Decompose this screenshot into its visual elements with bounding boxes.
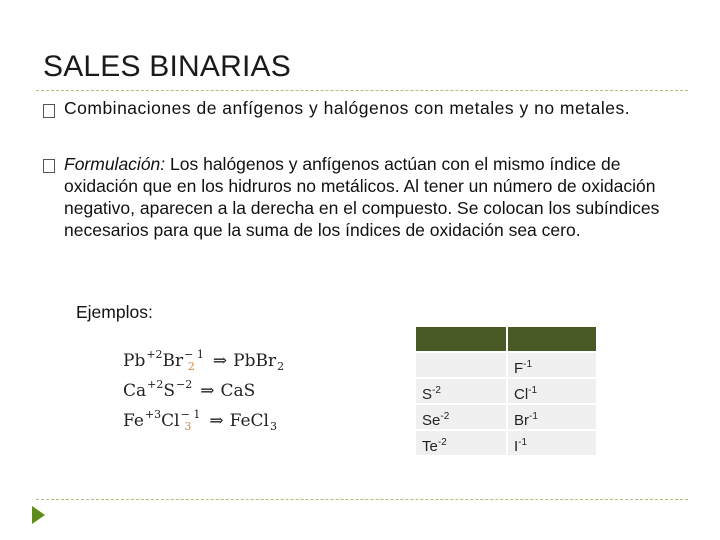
- formulacion-label: Formulación:: [64, 154, 166, 174]
- table-cell: $Br^{-1}$: [508, 405, 598, 431]
- table-row: [416, 405, 598, 431]
- cation: Fe: [123, 411, 144, 431]
- formula-examples: [123, 340, 323, 433]
- cation: Ca: [123, 381, 147, 401]
- product: CaS: [220, 381, 256, 401]
- next-arrow-icon: [32, 506, 45, 524]
- cation-ox: +2: [146, 348, 163, 361]
- top-divider: [36, 90, 688, 91]
- bullet-text-1: Combinaciones de anfígenos y halógenos con metales y no metales.: [64, 98, 631, 118]
- anion: S: [163, 381, 176, 401]
- table-row: [416, 353, 598, 379]
- anion-ox: − 1: [180, 408, 201, 421]
- table-row: [416, 379, 598, 405]
- formula-row: [123, 400, 323, 433]
- anion: Br: [162, 351, 184, 371]
- table-row: [416, 431, 598, 457]
- table-cell: $I^{-1}$: [508, 431, 598, 457]
- table-cell: $S^{-2}$: [416, 379, 508, 405]
- oxidation-table: [416, 327, 598, 457]
- table-cell: $Cl^{-1}$: [508, 379, 598, 405]
- bottom-divider: [36, 499, 688, 500]
- anion-ox: −2: [176, 378, 193, 391]
- anion: Cl: [161, 411, 180, 431]
- slide-title: SALES BINARIAS: [43, 50, 291, 83]
- cation: Pb: [123, 351, 146, 371]
- implies-arrow-icon: ⇒: [212, 351, 228, 371]
- anion-ox: − 1: [184, 348, 204, 361]
- formula-row: [123, 340, 323, 373]
- bullet-box-icon: [43, 104, 55, 118]
- table-cell: $Se^{-2}$: [416, 405, 508, 431]
- product-subscript: 2: [277, 360, 285, 373]
- cation-ox: +2: [147, 378, 164, 391]
- table-cell: $Te^{-2}$: [416, 431, 508, 457]
- anion-subscript: 2: [187, 360, 195, 373]
- table-header-cell: [416, 327, 508, 353]
- formula-row: [123, 370, 323, 400]
- anion-subscript: 3: [184, 420, 192, 433]
- implies-arrow-icon: ⇒: [209, 411, 224, 431]
- cation-ox: +3: [144, 408, 162, 421]
- table-cell: [416, 353, 508, 379]
- table-cell: $F^{-1}$: [508, 353, 598, 379]
- bullet-box-icon: [43, 159, 55, 173]
- table-header-cell: [508, 327, 598, 353]
- formulacion-body: Los halógenos y anfígenos actúan con el mismo índice de oxidación que en los hidruros no metálicos. Al tener un número de oxidación negativo, aparecen a la derecha en el compuesto. Se colocan los subíndices necesarios para que la suma de los índices de oxidación sea cero.: [64, 154, 660, 240]
- table-header-row: [416, 327, 598, 353]
- product-subscript: 3: [269, 420, 277, 433]
- product: FeCl: [229, 411, 269, 431]
- implies-arrow-icon: ⇒: [200, 381, 215, 401]
- bullet-text-2: [64, 153, 679, 241]
- product: PbBr: [233, 351, 277, 371]
- examples-label: Ejemplos:: [76, 302, 153, 322]
